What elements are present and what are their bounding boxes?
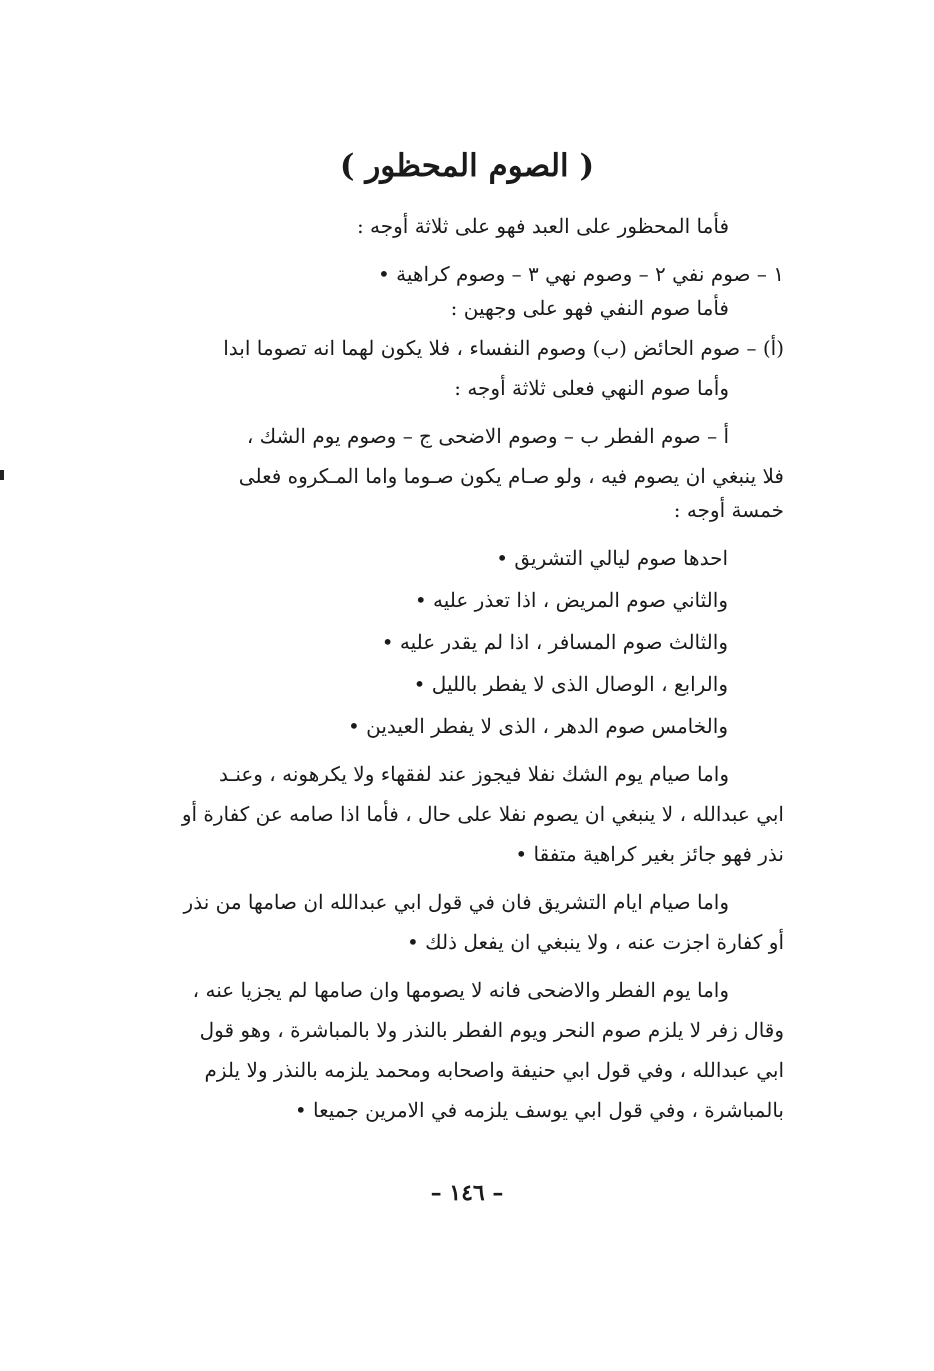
page-number: – ١٤٦ – [430, 1180, 504, 1206]
text-line: خمسة أوجه : [673, 498, 784, 522]
list-item: والرابع ، الوصال الذى لا يفطر بالليل • [413, 672, 728, 696]
text-line: واما صيام يوم الشك نفلا فيجوز عند لفقهاء ولا يكرهونه ، وعنـد [218, 762, 729, 786]
text-line: واما صيام ايام التشريق فان في قول ابي عبدالله ان صامها من نذر [183, 890, 729, 914]
text-line: ابي عبدالله ، لا ينبغي ان يصوم نفلا على حال ، فأما اذا صامه عن كفارة أو [181, 802, 784, 826]
text-line: فأما المحظور على العبد فهو على ثلاثة أوجه : [356, 214, 729, 238]
scan-edge-mark [0, 470, 4, 480]
text-line: (أ) – صوم الحائض (ب) وصوم النفساء ، فلا يكون لهما انه تصوما ابدا [223, 336, 784, 360]
text-line: أ – صوم الفطر ب – وصوم الاضحى ج – وصوم يوم الشك ، [246, 424, 729, 448]
body-text [134, 206, 784, 1130]
text-line: ١ – صوم نفي ٢ – وصوم نهي ٣ – وصوم كراهية • [378, 262, 784, 286]
list-item: احدها صوم ليالي التشريق • [496, 546, 728, 570]
text-line: أو كفارة اجزت عنه ، ولا ينبغي ان يفعل ذلك • [407, 930, 784, 954]
text-line: وأما صوم النهي فعلى ثلاثة أوجه : [454, 376, 729, 400]
text-line: فلا ينبغي ان يصوم فيه ، ولو صـام يكون صـوما واما المـكروه فعلى [238, 464, 784, 488]
list-item: والخامس صوم الدهر ، الذى لا يفطر العيدين • [347, 714, 728, 738]
text-line: فأما صوم النفي فهو على وجهين : [450, 296, 729, 320]
text-line: واما يوم الفطر والاضحى فانه لا يصومها وان صامها لم يجزيا عنه ، [192, 978, 729, 1002]
list-item: والثالث صوم المسافر ، اذا لم يقدر عليه • [381, 630, 728, 654]
text-line: نذر فهو جائز بغير كراهية متفقا • [515, 842, 784, 866]
text-line: ابي عبدالله ، وفي قول ابي حنيفة واصحابه ومحمد يلزمه بالنذر ولا يلزم [204, 1058, 784, 1082]
list-item: والثاني صوم المريض ، اذا تعذر عليه • [414, 588, 728, 612]
page-title: ( الصوم المحظور ) [339, 148, 595, 184]
text-line: وقال زفر لا يلزم صوم النحر ويوم الفطر بالنذر ولا بالمباشرة ، وهو قول [199, 1018, 784, 1042]
text-line: بالمباشرة ، وفي قول ابي يوسف يلزمه في الامرين جميعا • [294, 1098, 784, 1122]
